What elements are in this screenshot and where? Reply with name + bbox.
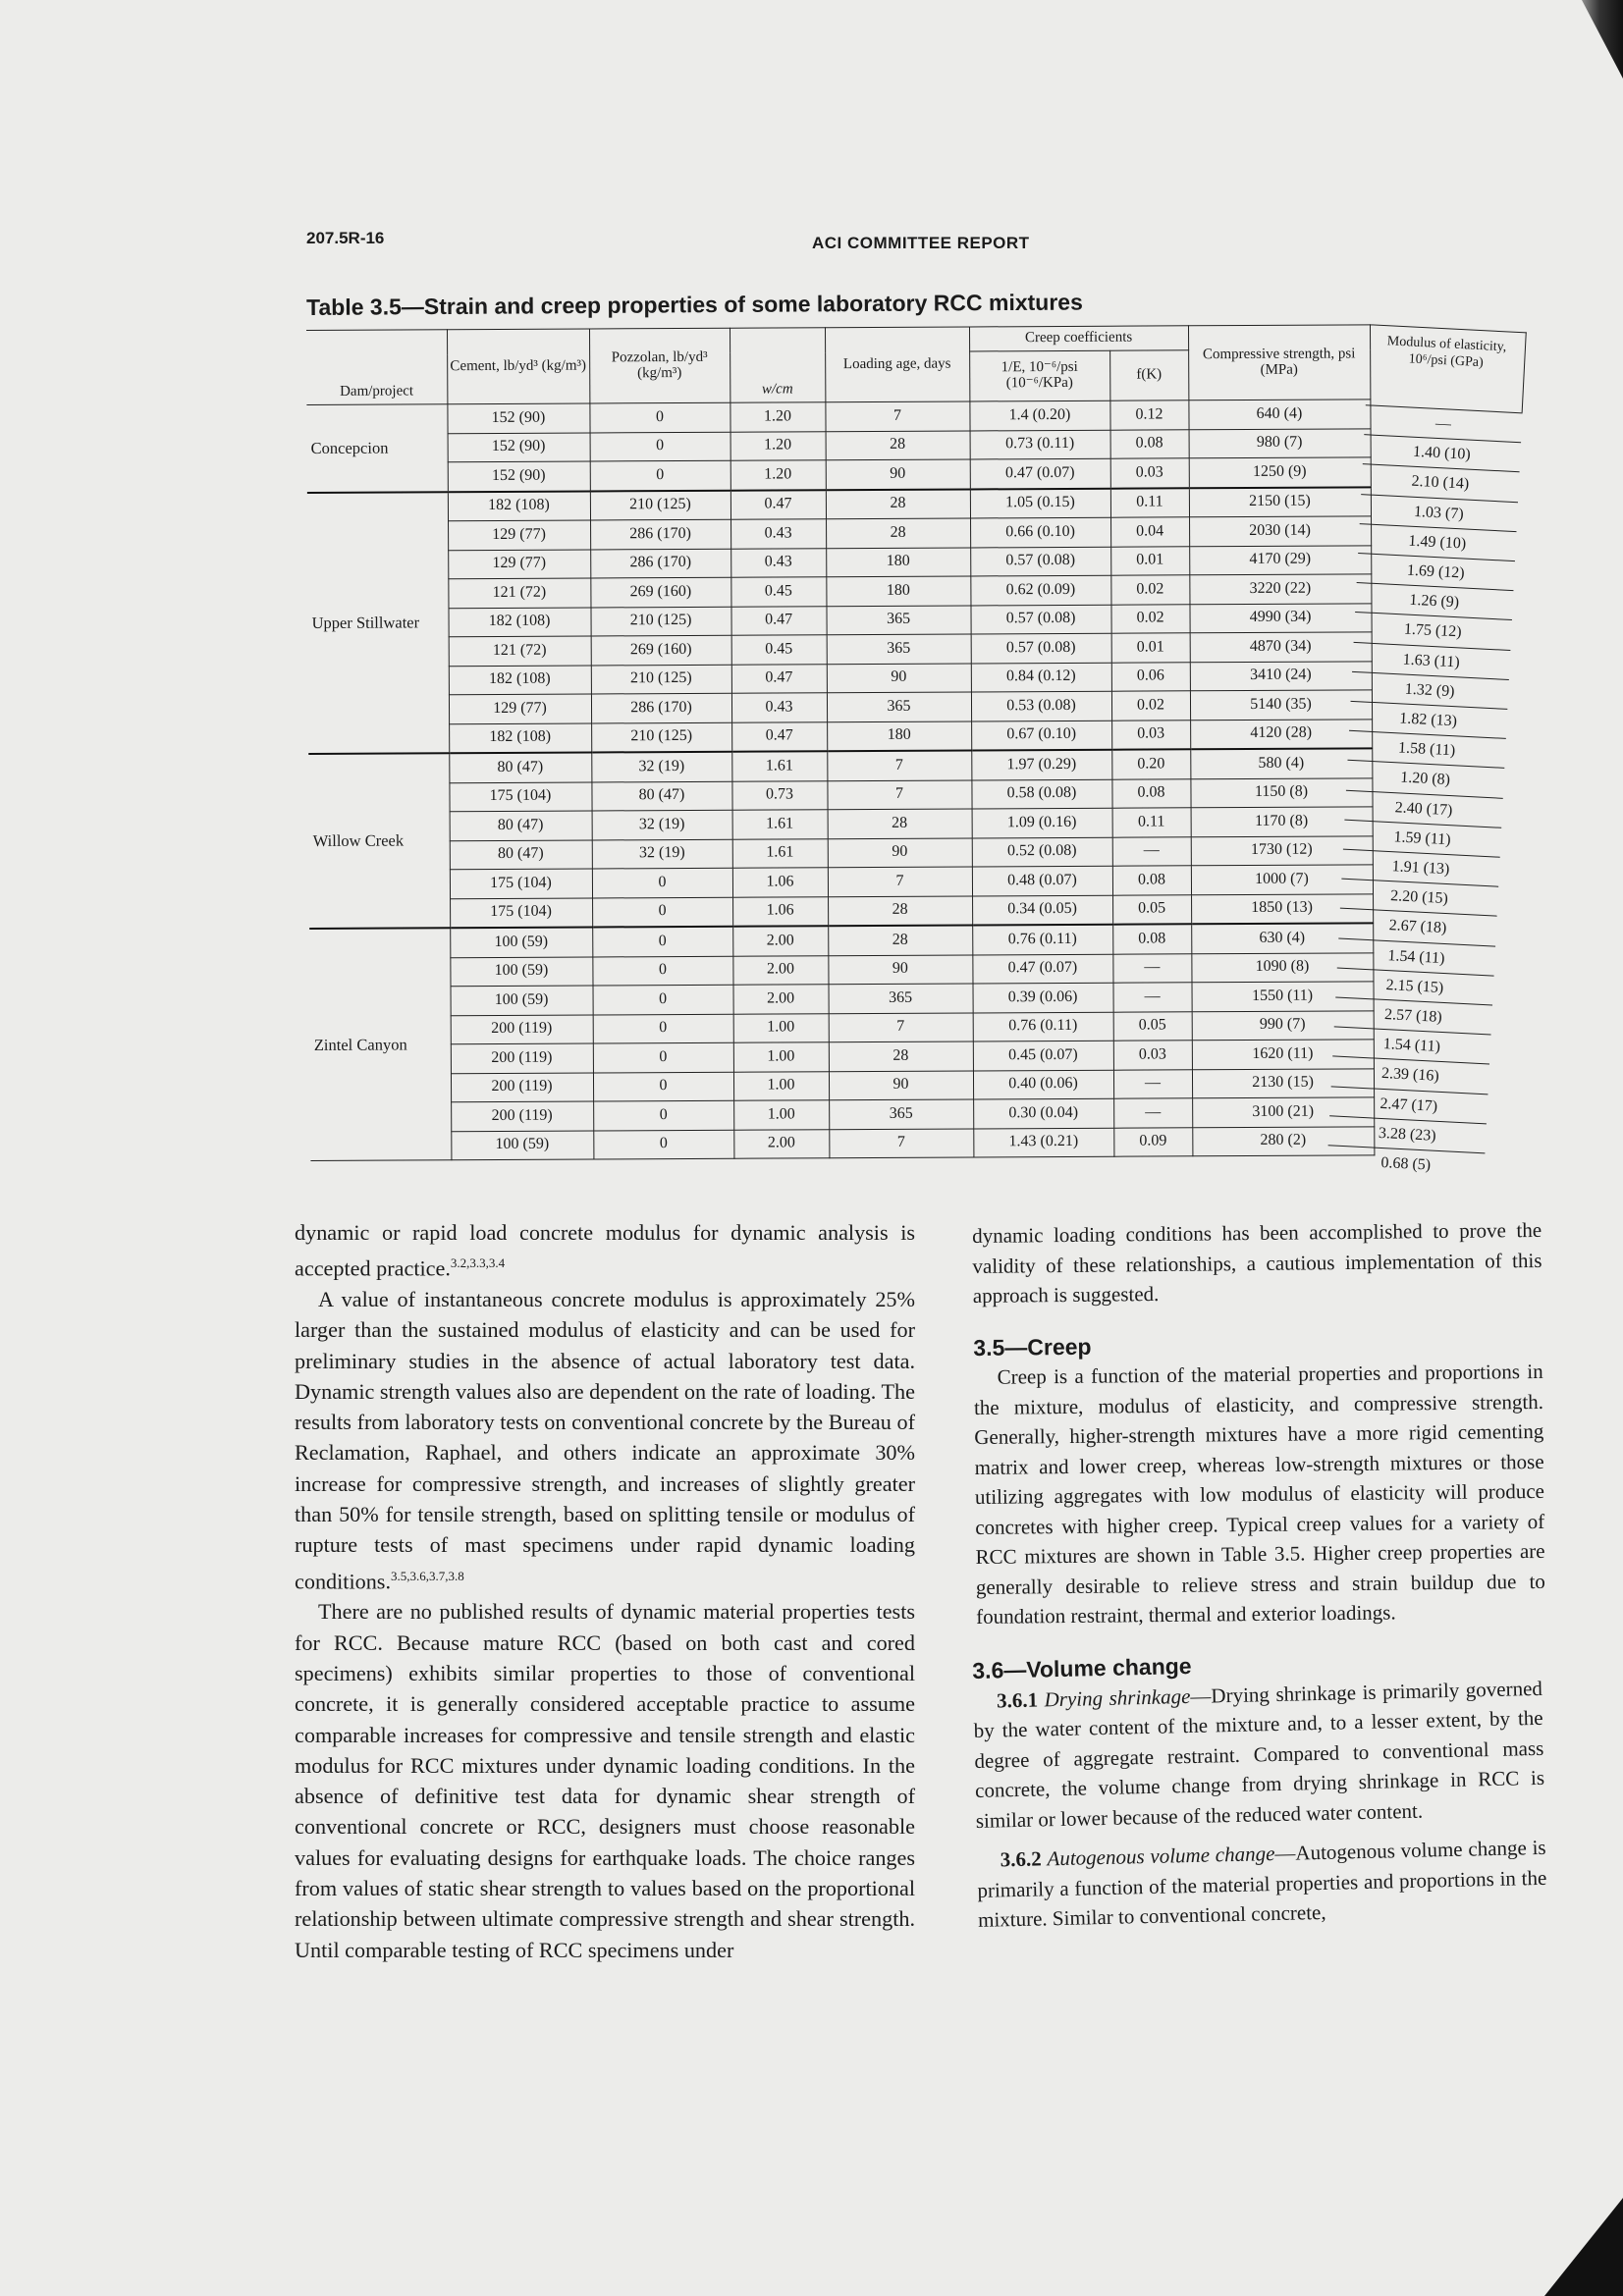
cell-pozzolan: 0: [590, 460, 730, 491]
table-body: [306, 400, 1374, 1161]
cell-strength: 1550 (11): [1192, 982, 1374, 1011]
cell-age: 90: [829, 1070, 973, 1099]
cell-age: 365: [826, 605, 970, 634]
cell-cement: 80 (47): [450, 839, 592, 869]
paragraph-text: A value of instantaneous concrete modulus is approximately 25% larger than the sustained modulus of elasticity and can be used for preliminary studies in the absence of actual laboratory test data. Dynamic strength values also are dependent on the rate of loading. The results from laboratory tests on conventional concrete by the Bureau of Reclamation, Raphael, and others indicate an approximate 30% increase for compressive strength, and increases of slightly greater than 50% for tensile strength, based on splitting tensile or modulus of rupture tests of mast specimens under rapid dynamic loading conditions.: [295, 1286, 915, 1594]
cell-age: 180: [826, 547, 970, 576]
cell-pozzolan: 0: [593, 985, 733, 1014]
cell-modulus: 3.28 (23): [1328, 1115, 1487, 1153]
cell-inv_e: 0.73 (0.11): [970, 430, 1110, 459]
cell-modulus: 1.20 (8): [1346, 760, 1504, 798]
cell-strength: 640 (4): [1188, 400, 1370, 429]
paragraph: [973, 1673, 1545, 1836]
cell-wcm: 1.20: [730, 460, 826, 491]
cell-fk: 0.12: [1109, 400, 1188, 430]
paragraph: dynamic loading conditions has been accomplished to prove the validity of these relationships, a cautious implementation of this approach is suggested.: [972, 1217, 1542, 1308]
cell-wcm: 2.00: [732, 926, 828, 956]
cell-wcm: 0.45: [731, 635, 827, 665]
cell-fk: 0.02: [1110, 604, 1189, 633]
cell-cement: 200 (119): [451, 1072, 593, 1101]
table-title: Table 3.5—Strain and creep properties of some laboratory RCC mixtures: [306, 289, 1083, 320]
cell-age: 180: [827, 721, 971, 751]
cell-fk: —: [1112, 836, 1191, 866]
cell-age: 7: [827, 779, 971, 809]
cell-age: 28: [826, 518, 970, 548]
cell-fk: 0.03: [1111, 720, 1190, 749]
cell-strength: 4170 (29): [1189, 545, 1371, 574]
cell-fk: 0.04: [1110, 517, 1189, 547]
cell-cement: 121 (72): [449, 636, 591, 666]
dam-project-name: Willow Creek: [308, 753, 450, 929]
cell-modulus: 2.10 (14): [1361, 464, 1519, 503]
cell-cement: 129 (77): [448, 549, 590, 578]
table-row: [310, 1126, 1374, 1160]
cell-inv_e: 0.84 (0.12): [971, 663, 1111, 692]
cell-strength: 1250 (9): [1189, 457, 1371, 488]
cell-strength: 1730 (12): [1191, 835, 1373, 865]
cell-fk: 0.09: [1113, 1127, 1192, 1156]
cell-wcm: 0.47: [731, 664, 827, 693]
cell-cement: 175 (104): [449, 781, 591, 811]
cell-wcm: 1.61: [732, 810, 828, 839]
cell-fk: 0.05: [1112, 894, 1191, 924]
cell-pozzolan: 210 (125): [591, 665, 731, 694]
cell-strength: 3410 (24): [1190, 661, 1372, 690]
header-fk: f(K): [1109, 350, 1188, 400]
page-corner-shadow: [1544, 2198, 1623, 2296]
cell-wcm: 1.20: [730, 431, 826, 460]
cell-age: 7: [828, 867, 972, 896]
cell-fk: 0.05: [1113, 1011, 1192, 1041]
cell-strength: 4120 (28): [1190, 719, 1372, 749]
subsection-title: Drying shrinkage: [1044, 1682, 1191, 1711]
cell-modulus: 1.49 (10): [1358, 523, 1516, 561]
cell-wcm: 1.06: [732, 896, 828, 927]
cell-cement: 129 (77): [449, 694, 591, 723]
cell-age: 7: [827, 750, 971, 780]
header-age: Loading age, days: [825, 327, 969, 402]
cell-age: 7: [829, 1128, 973, 1157]
cell-strength: 1090 (8): [1191, 952, 1373, 982]
dam-project-name: Concepcion: [306, 404, 447, 493]
cell-age: 28: [826, 489, 970, 519]
cell-wcm: 1.00: [733, 1042, 829, 1072]
cell-wcm: 1.20: [730, 402, 825, 432]
cell-pozzolan: 0: [589, 402, 730, 432]
cell-strength: 3220 (22): [1189, 574, 1371, 604]
cell-cement: 100 (59): [450, 956, 592, 986]
cell-modulus: 1.54 (11): [1332, 1027, 1490, 1065]
cell-cement: 182 (108): [449, 665, 591, 694]
cell-pozzolan: 0: [593, 1014, 733, 1043]
cell-modulus: 1.91 (13): [1341, 849, 1499, 887]
paragraph-text: —Autogenous volume change is primarily a function of the material properties and proportions in the mixture. Similar to conventional concrete,: [977, 1835, 1547, 1932]
left-text-column: [295, 1217, 915, 1965]
subsection-title: Autogenous volume change: [1047, 1841, 1275, 1870]
cell-inv_e: 0.57 (0.08): [970, 605, 1110, 634]
cell-modulus: 2.47 (17): [1329, 1086, 1488, 1124]
cell-cement: 100 (59): [451, 1130, 593, 1159]
cell-age: 28: [828, 895, 972, 926]
cell-cement: 182 (108): [449, 722, 591, 753]
cell-pozzolan: 0: [592, 956, 732, 986]
cell-strength: 980 (7): [1189, 428, 1371, 457]
cell-wcm: 0.47: [730, 606, 826, 635]
cell-fk: 0.11: [1110, 488, 1189, 517]
cell-fk: 0.06: [1111, 662, 1190, 691]
cell-pozzolan: 0: [592, 868, 732, 897]
cell-wcm: 2.00: [732, 955, 828, 985]
cell-inv_e: 0.66 (0.10): [970, 517, 1110, 547]
cell-cement: 200 (119): [451, 1043, 593, 1073]
cell-modulus: 1.63 (11): [1352, 642, 1510, 680]
header-modulus: Modulus of elasticity, 10⁶/psi (GPa): [1366, 324, 1527, 412]
cell-strength: 1170 (8): [1191, 807, 1373, 836]
right-lower-block: [972, 1642, 1547, 1935]
cell-strength: 280 (2): [1192, 1126, 1374, 1155]
cell-cement: 100 (59): [451, 986, 593, 1015]
cell-cement: 200 (119): [451, 1101, 593, 1131]
cell-modulus: 2.67 (18): [1338, 908, 1496, 946]
cell-inv_e: 0.48 (0.07): [972, 866, 1112, 895]
cell-fk: 0.08: [1112, 866, 1191, 895]
cell-inv_e: 0.76 (0.11): [972, 925, 1112, 955]
cell-modulus: 1.58 (11): [1347, 730, 1505, 769]
cell-cement: 182 (108): [448, 491, 590, 521]
cell-age: 180: [826, 576, 970, 606]
cell-modulus: 2.15 (15): [1335, 967, 1493, 1005]
cell-age: 90: [828, 954, 972, 984]
paragraph: [295, 1217, 915, 1284]
cell-age: 28: [829, 1041, 973, 1071]
cell-cement: 129 (77): [448, 520, 590, 550]
cell-modulus: 0.68 (5): [1326, 1145, 1485, 1183]
cell-strength: 2030 (14): [1189, 516, 1371, 546]
cell-inv_e: 0.57 (0.08): [970, 547, 1110, 576]
cell-cement: 80 (47): [449, 752, 591, 782]
cell-modulus: 1.26 (9): [1355, 582, 1513, 620]
cell-wcm: 0.47: [730, 490, 826, 520]
cell-age: 28: [828, 925, 972, 955]
cell-age: 365: [827, 692, 971, 721]
cell-fk: 0.03: [1113, 1041, 1192, 1070]
cell-wcm: 1.61: [731, 751, 827, 781]
cell-pozzolan: 0: [593, 1072, 733, 1101]
paragraph: [976, 1832, 1547, 1935]
cell-wcm: 1.61: [732, 838, 828, 868]
cell-wcm: 0.45: [730, 577, 826, 607]
header-wcm: w/cm: [730, 328, 825, 403]
cell-pozzolan: 210 (125): [590, 490, 730, 520]
cell-inv_e: 0.52 (0.08): [972, 837, 1112, 867]
right-text-column: [972, 1217, 1547, 1935]
cell-strength: 1150 (8): [1190, 777, 1372, 807]
section-heading-creep: 3.5—Creep: [973, 1333, 1092, 1361]
cell-inv_e: 0.53 (0.08): [971, 691, 1111, 721]
cell-cement: 152 (90): [448, 461, 590, 492]
cell-fk: 0.11: [1112, 808, 1191, 837]
cell-age: 28: [828, 809, 972, 838]
cell-cement: 100 (59): [450, 927, 592, 957]
cell-modulus: 1.03 (7): [1360, 494, 1518, 532]
header-dam: Dam/project: [306, 330, 447, 405]
cell-pozzolan: 286 (170): [590, 519, 730, 549]
cell-modulus: 1.75 (12): [1354, 612, 1512, 650]
cell-pozzolan: 0: [590, 432, 730, 461]
page-number: 207.5R-16: [306, 229, 385, 247]
header-inverse-e: 1/E, 10⁻⁶/psi (10⁻⁶/KPa): [969, 350, 1109, 401]
cell-cement: 182 (108): [448, 607, 590, 636]
cell-inv_e: 0.34 (0.05): [972, 895, 1112, 926]
cell-modulus: 2.40 (17): [1344, 789, 1502, 828]
cell-fk: —: [1113, 1069, 1192, 1098]
cell-modulus: 2.20 (15): [1340, 879, 1498, 917]
cell-inv_e: 1.09 (0.16): [972, 808, 1112, 837]
cell-strength: 1000 (7): [1191, 865, 1373, 894]
cell-inv_e: 1.97 (0.29): [971, 750, 1111, 780]
cell-age: 90: [827, 663, 971, 692]
reference-superscript: 3.2,3.3,3.4: [450, 1255, 506, 1271]
cell-pozzolan: 32 (19): [592, 839, 732, 869]
cell-pozzolan: 286 (170): [590, 549, 730, 578]
cell-pozzolan: 210 (125): [590, 607, 730, 636]
creep-properties-table: [306, 324, 1375, 1161]
cell-inv_e: 1.43 (0.21): [973, 1128, 1113, 1157]
cell-modulus: 1.82 (13): [1349, 701, 1507, 739]
cell-cement: 200 (119): [451, 1014, 593, 1043]
cell-modulus: 1.40 (10): [1363, 434, 1521, 472]
cell-modulus: 1.54 (11): [1337, 937, 1495, 976]
cell-modulus: 2.57 (18): [1334, 996, 1492, 1035]
header-strength: Compressive strength, psi (MPa): [1188, 325, 1370, 400]
cell-inv_e: 0.62 (0.09): [970, 575, 1110, 605]
cell-strength: 2150 (15): [1189, 487, 1371, 517]
paragraph: There are no published results of dynamic material properties tests for RCC. Because mature RCC (based on both cast and cored specimens) exhibits similar properties to those of conventional concrete, it is generally considered acceptable practice to assume comparable increases for compressive and tensile strength and elastic modulus for RCC mixtures under dynamic loading conditions. In the absence of definitive test data for dynamic shear strength of conventional concrete or RCC, designers must choose reasonable values for evaluating designs for earthquake loads. The choice ranges from values of static shear strength to values based on the proportional relationship between ultimate compressive strength and shear strength. Until comparable testing of RCC specimens under: [295, 1599, 915, 1962]
cell-inv_e: 1.05 (0.15): [970, 488, 1110, 518]
cell-inv_e: 0.67 (0.10): [971, 721, 1111, 751]
cell-age: 365: [828, 984, 972, 1013]
cell-inv_e: 0.58 (0.08): [971, 779, 1111, 809]
cell-cement: 152 (90): [448, 432, 590, 461]
cell-pozzolan: 0: [593, 1130, 733, 1159]
cell-fk: 0.01: [1111, 633, 1190, 663]
cell-fk: 0.02: [1111, 691, 1190, 721]
paragraph-text: —Drying shrinkage is primarily governed by the water content of the mixture and, to a lesser extent, by the degree of aggregate restraint. Compared to conventional mass concrete, the volume change from drying shrinkage in RCC is similar or lower because of the reduced water content.: [973, 1675, 1545, 1832]
reference-superscript: 3.5,3.6,3.7,3.8: [391, 1568, 464, 1583]
paragraph: [295, 1284, 915, 1596]
table-container: [306, 324, 1518, 1174]
cell-modulus: 2.39 (16): [1331, 1056, 1489, 1095]
cell-age: 90: [826, 459, 970, 490]
cell-strength: 3100 (21): [1192, 1097, 1374, 1127]
cell-pozzolan: 32 (19): [592, 810, 732, 839]
cell-cement: 152 (90): [447, 403, 589, 433]
cell-pozzolan: 0: [593, 1042, 733, 1072]
cell-strength: 580 (4): [1190, 748, 1372, 778]
cell-pozzolan: 210 (125): [591, 722, 731, 753]
section-heading-volume-change: 3.6—Volume change: [972, 1652, 1192, 1683]
paragraph-text: dynamic or rapid load concrete modulus for dynamic analysis is accepted practice.: [295, 1220, 915, 1281]
cell-wcm: 0.73: [731, 780, 827, 810]
cell-fk: 0.08: [1112, 924, 1191, 953]
right-upper-block: [972, 1215, 1545, 1632]
cell-fk: 0.02: [1110, 575, 1189, 605]
cell-modulus: 1.69 (12): [1357, 553, 1515, 591]
cell-wcm: 2.00: [732, 985, 828, 1014]
cell-wcm: 0.43: [731, 693, 827, 722]
cell-strength: 5140 (35): [1190, 690, 1372, 720]
cell-inv_e: 0.45 (0.07): [973, 1041, 1113, 1070]
cell-fk: 0.08: [1110, 429, 1189, 458]
cell-modulus: —: [1364, 404, 1522, 443]
cell-pozzolan: 286 (170): [591, 693, 731, 722]
cell-cement: 175 (104): [450, 897, 592, 928]
cell-age: 7: [825, 401, 969, 431]
cell-pozzolan: 32 (19): [591, 752, 731, 782]
cell-wcm: 0.43: [730, 548, 826, 577]
cell-inv_e: 0.47 (0.07): [972, 954, 1112, 984]
header-creep-coefficients: Creep coefficients: [969, 326, 1188, 351]
cell-inv_e: 0.39 (0.06): [972, 983, 1112, 1012]
cell-cement: 175 (104): [450, 869, 592, 898]
cell-strength: 630 (4): [1191, 923, 1373, 953]
paragraph: Creep is a function of the material properties and proportions in the mixture, modulus of elasticity, and compressive strength. Generally, higher-strength mixtures have a more rigid cementing matrix and lower creep, whereas low-strength mixtures or those utilizing aggregates with low modulus of elasticity will produce concretes with higher creep. Typical creep values for a variety of RCC mixtures are shown in Table 3.5. Higher creep properties are generally desirable to relieve stress and strain buildup due to foundation restraint, thermal and exterior loadings.: [973, 1359, 1545, 1629]
cell-fk: 0.01: [1110, 546, 1189, 575]
cell-wcm: 2.00: [733, 1129, 829, 1158]
cell-modulus: 1.32 (9): [1351, 671, 1509, 710]
cell-strength: 2130 (15): [1192, 1068, 1374, 1097]
cell-age: 365: [827, 634, 971, 664]
cell-inv_e: 0.76 (0.11): [973, 1012, 1113, 1041]
cell-age: 90: [828, 837, 972, 867]
cell-strength: 1850 (13): [1191, 893, 1373, 924]
cell-age: 365: [829, 1099, 973, 1129]
cell-strength: 1620 (11): [1192, 1040, 1374, 1069]
running-title: ACI COMMITTEE REPORT: [812, 234, 1030, 252]
cell-wcm: 1.06: [732, 868, 828, 897]
cell-pozzolan: 0: [592, 897, 732, 928]
cell-inv_e: 0.30 (0.04): [973, 1098, 1113, 1128]
cell-fk: —: [1112, 953, 1191, 983]
subsection-number: 3.6.1: [996, 1686, 1039, 1712]
cell-pozzolan: 0: [593, 1100, 733, 1130]
cell-strength: 4990 (34): [1189, 603, 1371, 632]
cell-strength: 4870 (34): [1190, 632, 1372, 662]
cell-wcm: 0.47: [731, 721, 827, 752]
cell-fk: 0.20: [1111, 749, 1190, 778]
cell-cement: 121 (72): [448, 578, 590, 608]
page-edge-shadow: [1564, 0, 1623, 79]
cell-age: 28: [826, 430, 970, 459]
cell-strength: 990 (7): [1192, 1010, 1374, 1040]
cell-age: 7: [829, 1012, 973, 1041]
cell-inv_e: 1.4 (0.20): [969, 400, 1109, 430]
cell-pozzolan: 80 (47): [591, 781, 731, 811]
cell-cement: 80 (47): [450, 811, 592, 840]
header-cement: Cement, lb/yd³ (kg/m³): [447, 329, 589, 404]
dam-project-name: Upper Stillwater: [307, 492, 449, 754]
cell-wcm: 0.43: [730, 519, 826, 549]
header-pozzolan: Pozzolan, lb/yd³ (kg/m³): [589, 328, 730, 403]
cell-inv_e: 0.47 (0.07): [970, 458, 1110, 489]
cell-inv_e: 0.40 (0.06): [973, 1070, 1113, 1099]
cell-wcm: 1.00: [733, 1071, 829, 1100]
page-header: [306, 229, 1299, 258]
cell-pozzolan: 0: [592, 927, 732, 957]
cell-fk: —: [1112, 983, 1191, 1012]
cell-fk: 0.03: [1110, 458, 1189, 488]
dam-project-name: Zintel Canyon: [309, 928, 451, 1160]
subsection-number: 3.6.2: [1000, 1845, 1042, 1871]
cell-wcm: 1.00: [733, 1013, 829, 1042]
cell-wcm: 1.00: [733, 1100, 829, 1130]
cell-fk: —: [1113, 1098, 1192, 1128]
cell-pozzolan: 269 (160): [591, 635, 731, 665]
cell-modulus: 1.59 (11): [1343, 819, 1501, 857]
cell-fk: 0.08: [1111, 778, 1190, 808]
cell-pozzolan: 269 (160): [590, 577, 730, 607]
cell-inv_e: 0.57 (0.08): [971, 633, 1111, 663]
